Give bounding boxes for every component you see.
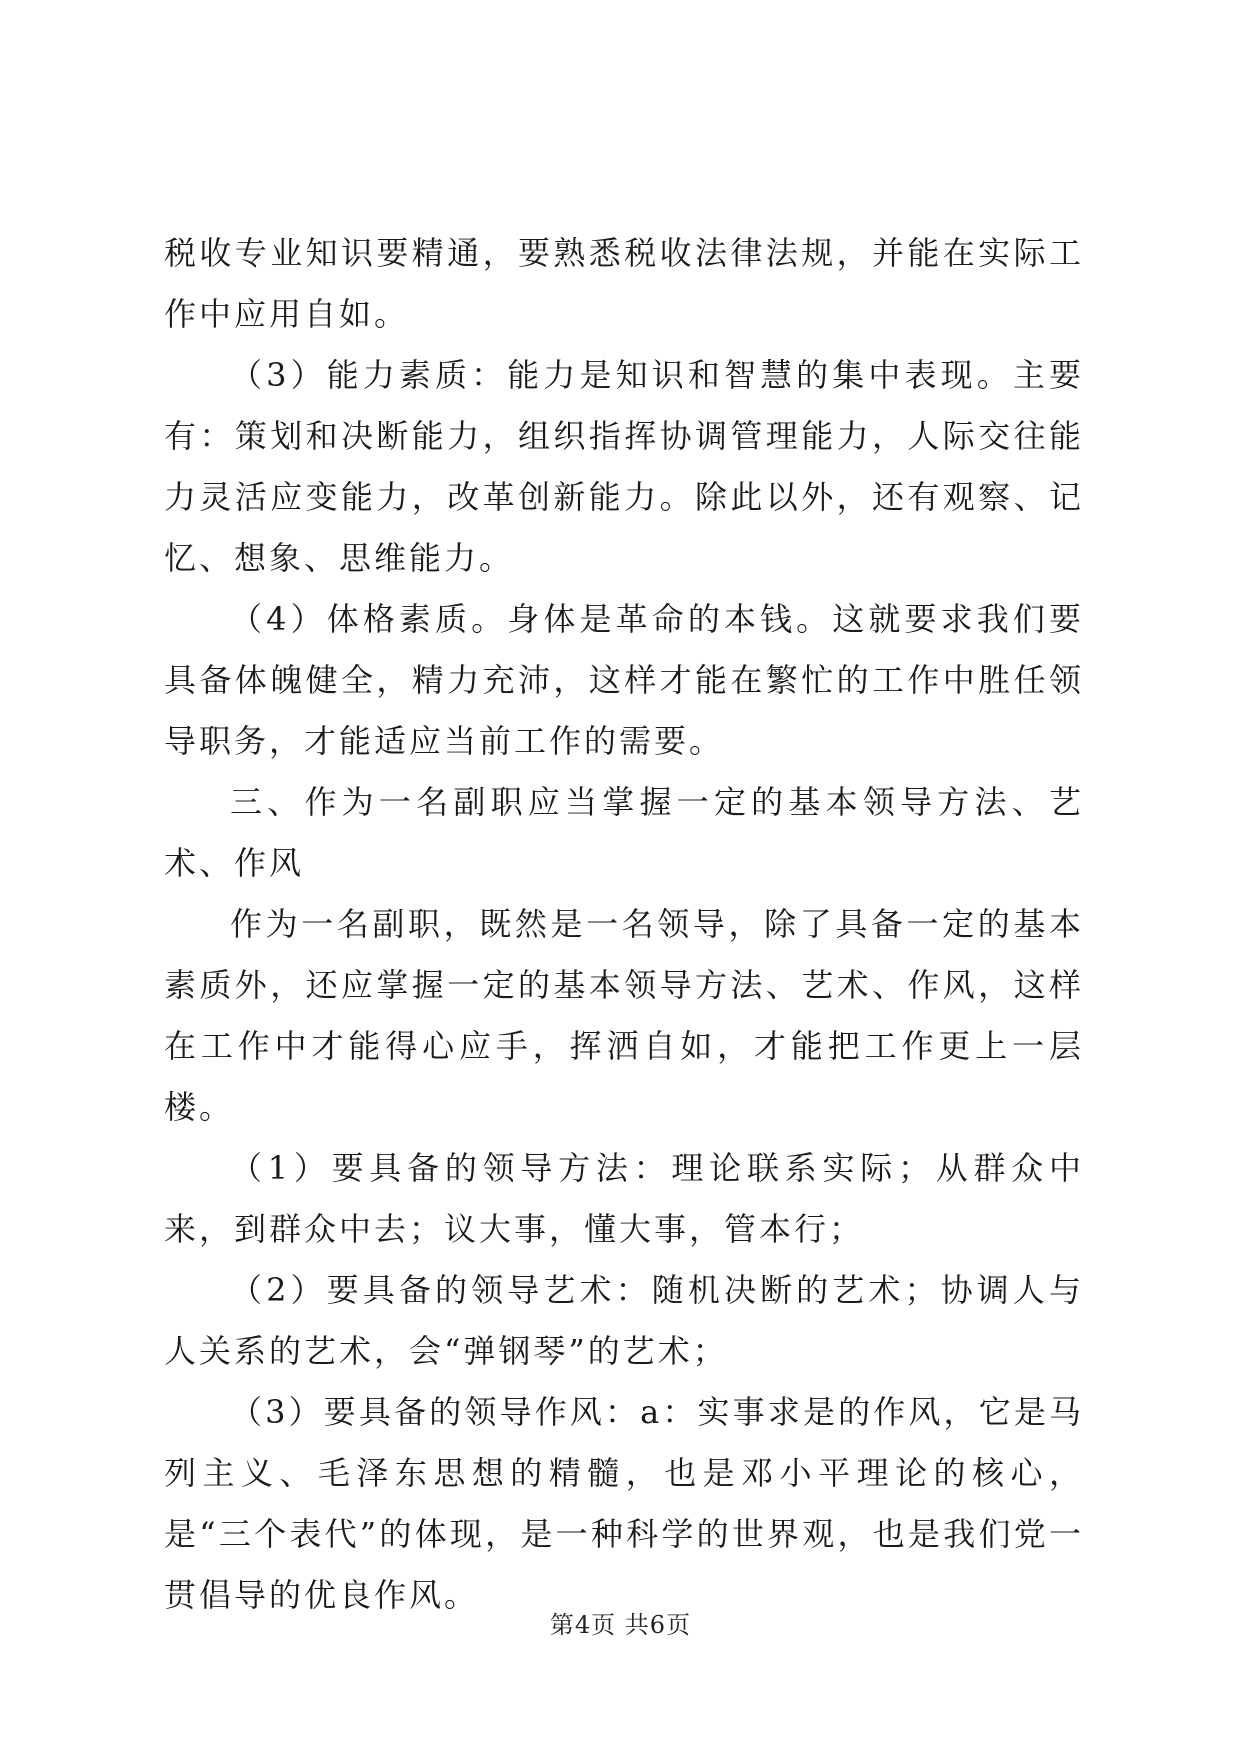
paragraph-2: （3）能力素质：能力是知识和智慧的集中表现。主要有：策划和决断能力，组织指挥协调管理能力，人际交往能力灵活应变能力，改革创新能力。除此以外，还有观察、记忆、想象、思维能力。 — [164, 356, 1084, 577]
page-footer: 第4页 共6页 — [549, 1611, 692, 1639]
paragraph-6: （1）要具备的领导方法：理论联系实际；从群众中来，到群众中去；议大事，懂大事，管本行； — [164, 1149, 1084, 1248]
paragraph-8: （3）要具备的领导作风：a：实事求是的作风，它是马列主义、毛泽东思想的精髓，也是邓小平理论的核心，是“三个表代”的体现，是一种科学的世界观，也是我们党一贯倡导的优良作风。 — [164, 1393, 1084, 1614]
paragraph-7: （2）要具备的领导艺术：随机决断的艺术；协调人与人关系的艺术，会“弹钢琴”的艺术； — [164, 1271, 1084, 1370]
paragraph-1: 税收专业知识要精通，要熟悉税收法律法规，并能在实际工作中应用自如。 — [164, 234, 1084, 333]
paragraph-5: 作为一名副职，既然是一名领导，除了具备一定的基本素质外，还应掌握一定的基本领导方法、艺术、作风，这样在工作中才能得心应手，挥洒自如，才能把工作更上一层楼。 — [164, 905, 1084, 1126]
document-body — [164, 223, 1084, 1626]
paragraph-3: （4）体格素质。身体是革命的本钱。这就要求我们要具备体魄健全，精力充沛，这样才能在繁忙的工作中胜任领导职务，才能适应当前工作的需要。 — [164, 600, 1084, 760]
section-heading-3: 三、作为一名副职应当掌握一定的基本领导方法、艺术、作风 — [164, 783, 1084, 882]
